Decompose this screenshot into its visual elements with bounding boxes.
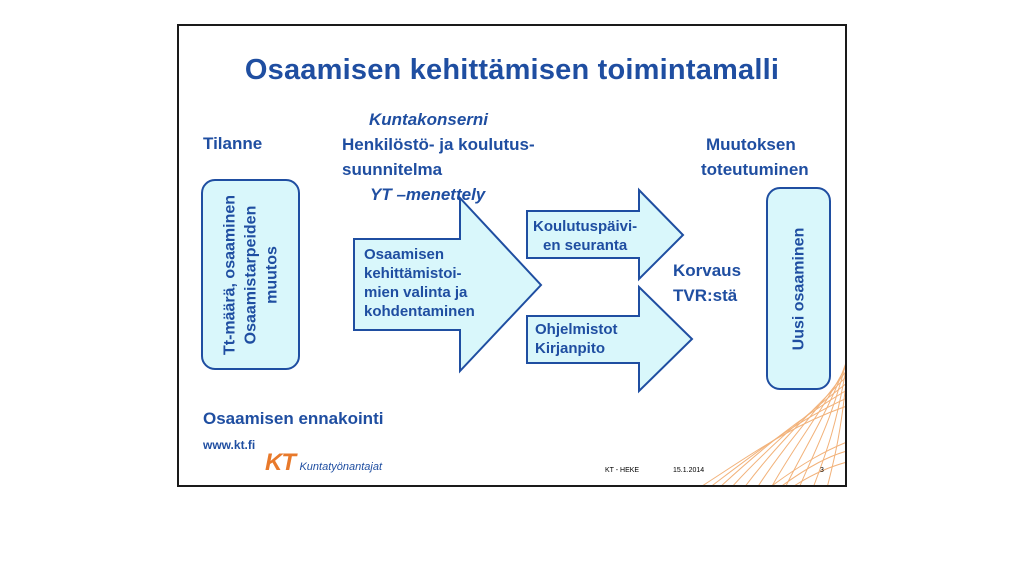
situation-line-2: Osaamistarpeiden	[242, 205, 259, 344]
website-link[interactable]: www.kt.fi	[203, 438, 256, 452]
outcome-box-text: Uusi osaaminen	[790, 227, 807, 350]
top-arrow-line-2: en seuranta	[543, 237, 628, 254]
top-arrow-line-1: Koulutuspäivi-	[533, 218, 638, 235]
top-arrow-text	[533, 217, 637, 255]
label-tilanne: Tilanne	[203, 134, 263, 153]
label-muutoksen-line1: Muutoksen	[706, 135, 796, 154]
situation-line-1: Tt-määrä, osaaminen	[221, 194, 238, 355]
footer-date: 15.1.2014	[673, 467, 705, 474]
label-korvaus-line2: TVR:stä	[673, 286, 738, 305]
big-arrow-line-4: kohdentaminen	[364, 303, 475, 320]
big-arrow-line-1: Osaamisen	[364, 246, 445, 263]
kt-logo-mark: KT	[265, 449, 295, 476]
label-ennakointi: Osaamisen ennakointi	[203, 409, 384, 428]
big-arrow-line-2: kehittämistoi-	[364, 265, 462, 282]
slide	[177, 24, 847, 487]
label-kuntakonserni: Kuntakonserni	[369, 110, 489, 129]
label-yt-menettely: YT –menettely	[370, 185, 486, 204]
label-henkilosto-line2: suunnitelma	[342, 160, 443, 179]
big-arrow-text	[364, 245, 475, 321]
label-henkilosto-line1: Henkilöstö- ja koulutus-	[342, 135, 535, 154]
situation-line-3: muutos	[263, 245, 280, 304]
footer-page-number: 3	[820, 467, 824, 474]
bottom-arrow-line-2: Kirjanpito	[535, 340, 605, 357]
bottom-arrow-line-1: Ohjelmistot	[535, 321, 618, 338]
kt-logo	[265, 449, 382, 477]
footer-org: KT - HEKE	[605, 467, 640, 474]
outcome-box	[766, 187, 831, 390]
kt-logo-name: Kuntatyönantajat	[299, 461, 383, 473]
label-muutoksen-line2: toteutuminen	[701, 160, 809, 179]
label-korvaus-line1: Korvaus	[673, 261, 742, 280]
big-arrow-line-3: mien valinta ja	[364, 284, 468, 301]
slide-title: Osaamisen kehittämisen toimintamalli	[244, 54, 780, 86]
bottom-arrow-text	[535, 320, 618, 358]
